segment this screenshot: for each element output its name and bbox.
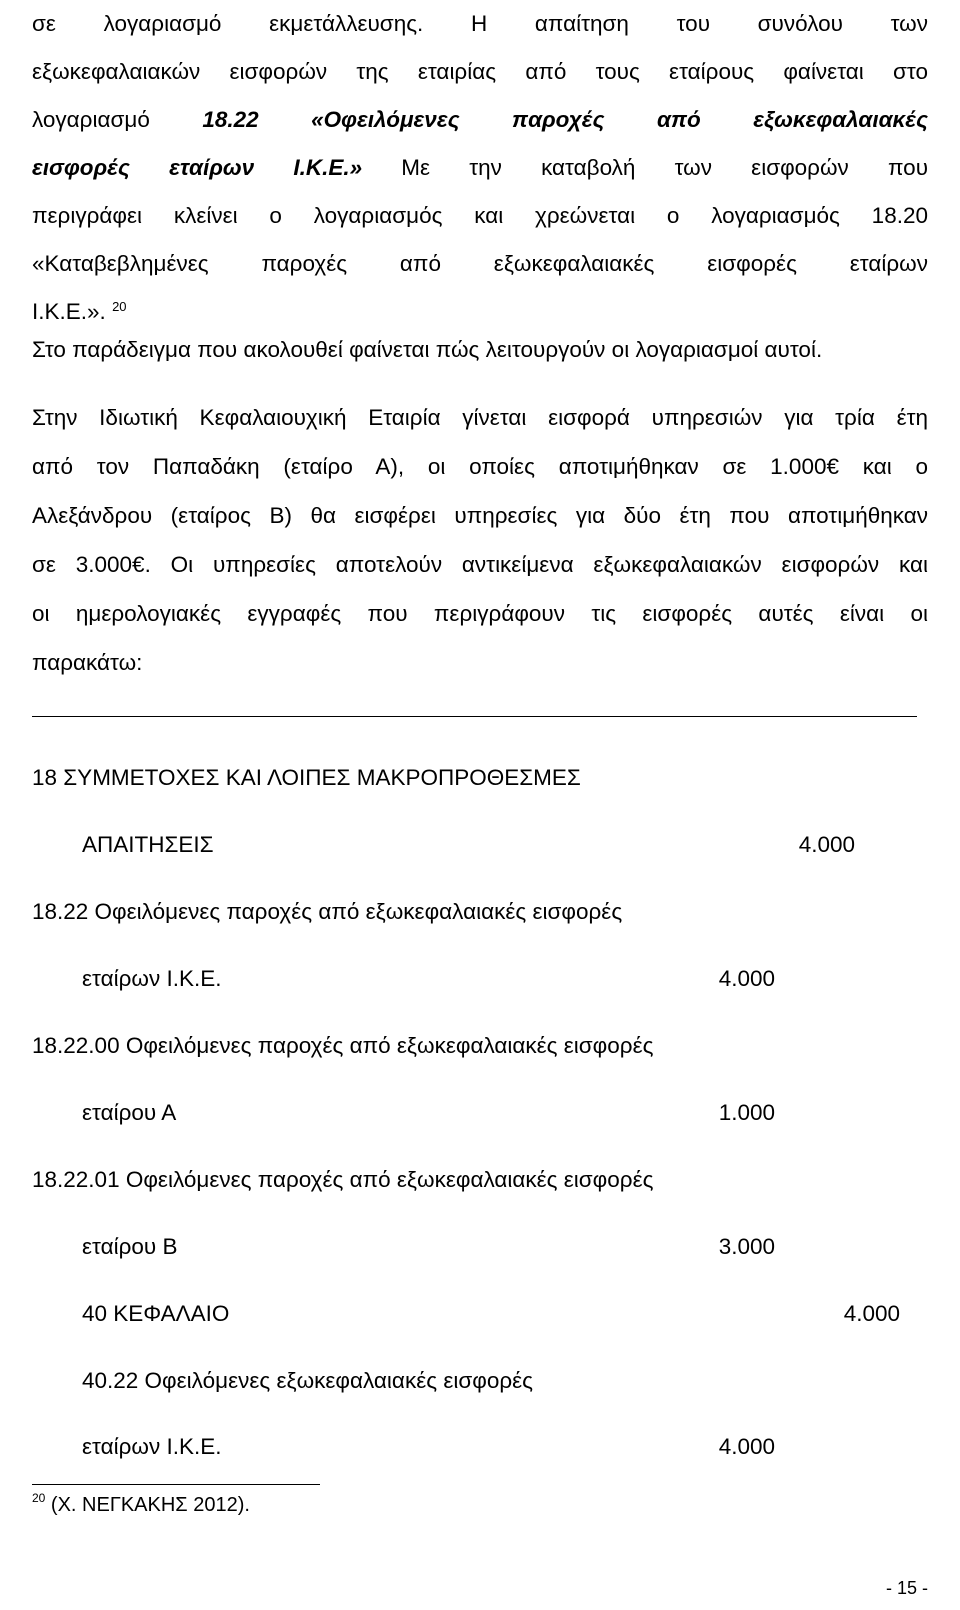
journal-entry-rule: [32, 716, 917, 717]
credit-subaccount-label: 40.22 Οφειλόμενες εξωκεφαλαιακές εισφορές: [82, 1368, 534, 1393]
debit-account-label: 18 ΣΥΜΜΕΤΟΧΕΣ ΚΑΙ ΛΟΙΠΕΣ ΜΑΚΡΟΠΡΟΘΕΣΜΕΣ: [32, 765, 581, 790]
paragraph-line: [32, 96, 928, 144]
footnote-number: 20: [32, 1491, 46, 1505]
footnote: [32, 1491, 250, 1517]
footnote-reference: 20: [112, 299, 127, 314]
analytic-amount: 1.000: [718, 1100, 775, 1125]
paragraph-line: σε 3.000€. Οι υπηρεσίες αποτελούν αντικείμενα εξωκεφαλαιακών εισφορών και: [32, 552, 928, 577]
paragraph-line: Στο παράδειγμα που ακολουθεί φαίνεται πώς λειτουργούν οι λογαριασμοί αυτοί.: [32, 337, 823, 362]
paragraph-example-description: [32, 393, 928, 687]
text-run: λογαριασμό: [32, 107, 203, 132]
paragraph-line: Στην Ιδιωτική Κεφαλαιουχική Εταιρία γίνεται εισφορά υπηρεσιών για τρία έτη: [32, 405, 928, 430]
paragraph-line: από τον Παπαδάκη (εταίρο Α), οι οποίες αποτιμήθηκαν σε 1.000€ και ο: [32, 454, 928, 479]
paragraph-line: παρακάτω:: [32, 650, 143, 675]
subaccount-amount: 4.000: [718, 966, 775, 991]
paragraph-line: σε λογαριασμό εκμετάλλευσης. Η απαίτηση του συνόλου των: [32, 11, 928, 36]
credit-subaccount-label-continued: εταίρων Ι.Κ.Ε.: [82, 1434, 222, 1459]
paragraph-accounts-intro: [32, 0, 928, 336]
credit-account-label: 40 ΚΕΦΑΛΑΙΟ: [82, 1301, 230, 1326]
analytic-account-label: 18.22.01 Οφειλόμενες παροχές από εξωκεφαλαιακές εισφορές: [32, 1167, 654, 1192]
paragraph-line: περιγράφει κλείνει ο λογαριασμός και χρεώνεται ο λογαριασμός 18.20: [32, 203, 928, 228]
paragraph-line: εξωκεφαλαιακών εισφορών της εταιρίας από τους εταίρους φαίνεται στο: [32, 59, 928, 84]
account-name-bold: εισφορές εταίρων Ι.Κ.Ε.»: [32, 155, 363, 180]
analytic-account-label-continued: εταίρου Α: [82, 1100, 177, 1125]
text-run: Ι.Κ.Ε.».: [32, 299, 106, 324]
paragraph-example-intro: [32, 335, 928, 365]
credit-subaccount-amount: 4.000: [718, 1434, 775, 1459]
page-number: - 15 -: [885, 1578, 928, 1598]
analytic-account-label: 18.22.00 Οφειλόμενες παροχές από εξωκεφαλαιακές εισφορές: [32, 1033, 654, 1058]
debit-account-label-continued: ΑΠΑΙΤΗΣΕΙΣ: [82, 832, 214, 857]
account-name-bold: 18.22 «Οφειλόμενες παροχές από εξωκεφαλαιακές: [202, 107, 928, 132]
text-run: Με την καταβολή των εισφορών που: [362, 155, 929, 180]
paragraph-line: οι ημερολογιακές εγγραφές που περιγράφουν τις εισφορές αυτές είναι οι: [32, 601, 928, 626]
paragraph-line: [32, 144, 928, 192]
debit-amount: 4.000: [798, 832, 855, 857]
debit-subaccount-label-continued: εταίρων Ι.Κ.Ε.: [82, 966, 222, 991]
footnote-separator: [32, 1484, 320, 1485]
credit-amount: 4.000: [843, 1301, 900, 1326]
paragraph-line: «Καταβεβλημένες παροχές από εξωκεφαλαιακές εισφορές εταίρων: [32, 251, 928, 276]
analytic-amount: 3.000: [718, 1234, 775, 1259]
footnote-text: (Χ. ΝΕΓΚΑΚΗΣ 2012).: [45, 1494, 250, 1516]
analytic-account-label-continued: εταίρου Β: [82, 1234, 178, 1259]
paragraph-line: Αλεξάνδρου (εταίρος Β) θα εισφέρει υπηρεσίες για δύο έτη που αποτιμήθηκαν: [32, 503, 928, 528]
paragraph-line: [32, 288, 928, 336]
debit-subaccount-label: 18.22 Οφειλόμενες παροχές από εξωκεφαλαιακές εισφορές: [32, 899, 623, 924]
